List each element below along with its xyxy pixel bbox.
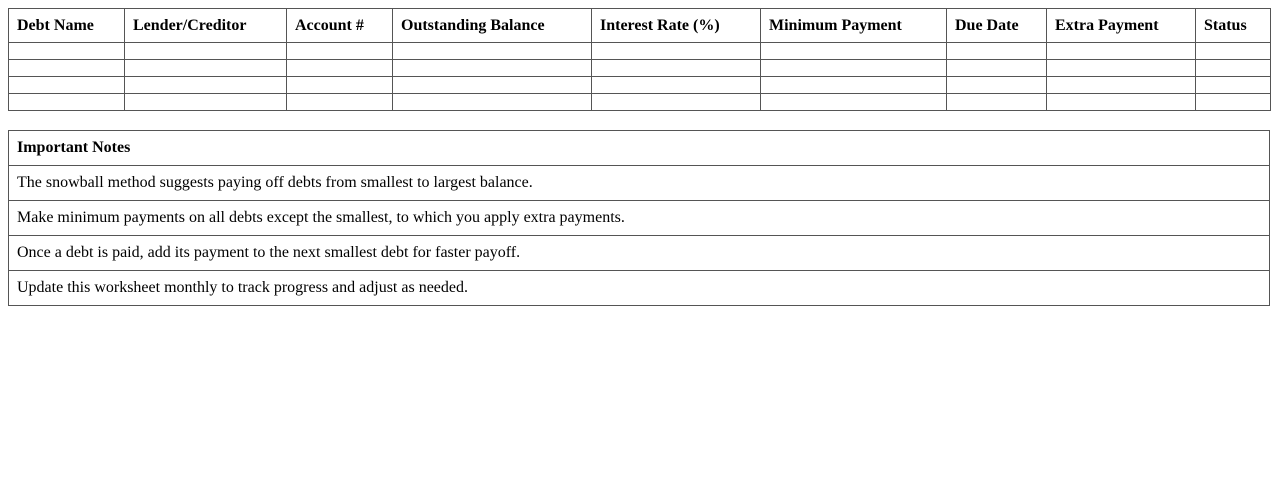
- table-cell[interactable]: [1196, 43, 1271, 60]
- column-header-lender-creditor: Lender/Creditor: [125, 9, 287, 43]
- notes-heading: Important Notes: [9, 131, 1270, 166]
- list-item: [9, 166, 1270, 201]
- table-row: [9, 60, 1271, 77]
- column-header-due-date: Due Date: [947, 9, 1047, 43]
- note-text: Update this worksheet monthly to track progress and adjust as needed.: [9, 271, 1270, 306]
- table-cell[interactable]: [287, 43, 393, 60]
- table-cell[interactable]: [761, 60, 947, 77]
- table-cell[interactable]: [9, 43, 125, 60]
- column-header-minimum-payment: Minimum Payment: [761, 9, 947, 43]
- important-notes-table: [8, 130, 1270, 306]
- table-cell[interactable]: [393, 77, 592, 94]
- note-text: Make minimum payments on all debts except the smallest, to which you apply extra payments.: [9, 201, 1270, 236]
- table-cell[interactable]: [592, 94, 761, 111]
- table-cell[interactable]: [1047, 43, 1196, 60]
- column-header-extra-payment: Extra Payment: [1047, 9, 1196, 43]
- column-header-outstanding-balance: Outstanding Balance: [393, 9, 592, 43]
- table-cell[interactable]: [592, 77, 761, 94]
- table-cell[interactable]: [125, 60, 287, 77]
- table-cell[interactable]: [761, 77, 947, 94]
- table-cell[interactable]: [1047, 77, 1196, 94]
- table-cell[interactable]: [287, 60, 393, 77]
- table-cell[interactable]: [9, 60, 125, 77]
- notes-heading-row: [9, 131, 1270, 166]
- table-cell[interactable]: [1196, 94, 1271, 111]
- table-cell[interactable]: [947, 94, 1047, 111]
- table-cell[interactable]: [592, 60, 761, 77]
- column-header-debt-name: Debt Name: [9, 9, 125, 43]
- table-cell[interactable]: [1047, 94, 1196, 111]
- table-cell[interactable]: [125, 77, 287, 94]
- table-cell[interactable]: [947, 77, 1047, 94]
- table-cell[interactable]: [947, 60, 1047, 77]
- debt-table-header-row: [9, 9, 1271, 43]
- list-item: [9, 201, 1270, 236]
- column-header-account-number: Account #: [287, 9, 393, 43]
- table-cell[interactable]: [287, 77, 393, 94]
- column-header-status: Status: [1196, 9, 1271, 43]
- debt-table: [8, 8, 1271, 111]
- note-text: The snowball method suggests paying off debts from smallest to largest balance.: [9, 166, 1270, 201]
- table-cell[interactable]: [125, 94, 287, 111]
- table-cell[interactable]: [287, 94, 393, 111]
- table-cell[interactable]: [9, 77, 125, 94]
- list-item: [9, 236, 1270, 271]
- table-cell[interactable]: [1196, 77, 1271, 94]
- table-cell[interactable]: [393, 94, 592, 111]
- table-cell[interactable]: [1047, 60, 1196, 77]
- column-header-interest-rate: Interest Rate (%): [592, 9, 761, 43]
- table-row: [9, 77, 1271, 94]
- table-cell[interactable]: [393, 60, 592, 77]
- table-row: [9, 43, 1271, 60]
- table-cell[interactable]: [761, 94, 947, 111]
- list-item: [9, 271, 1270, 306]
- table-cell[interactable]: [592, 43, 761, 60]
- note-text: Once a debt is paid, add its payment to the next smallest debt for faster payoff.: [9, 236, 1270, 271]
- table-cell[interactable]: [947, 43, 1047, 60]
- table-cell[interactable]: [9, 94, 125, 111]
- table-row: [9, 94, 1271, 111]
- table-cell[interactable]: [1196, 60, 1271, 77]
- table-cell[interactable]: [393, 43, 592, 60]
- table-cell[interactable]: [125, 43, 287, 60]
- table-cell[interactable]: [761, 43, 947, 60]
